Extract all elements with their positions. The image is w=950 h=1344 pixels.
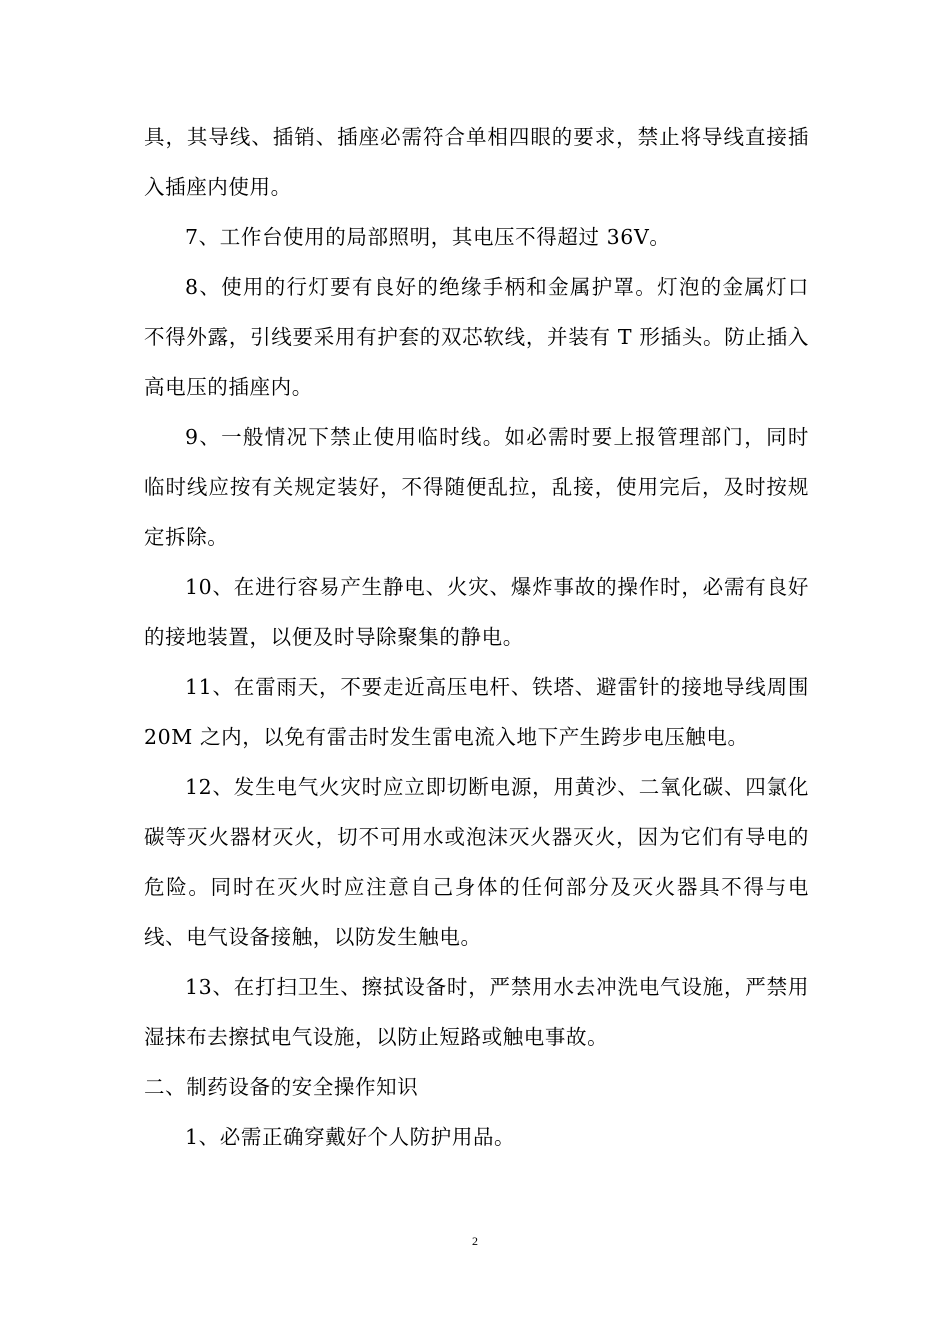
- paragraph-item-11: 11、在雷雨天，不要走近高压电杆、铁塔、避雷针的接地导线周围 20M 之内，以免有雷击时发生雷电流入地下产生跨步电压触电。: [144, 675, 809, 749]
- paragraph-item-7: 7、工作台使用的局部照明，其电压不得超过 36V。: [185, 225, 671, 249]
- paragraph-item-10: 10、在进行容易产生静电、火灾、爆炸事故的操作时，必需有良好的接地装置，以便及时导除聚集的静电。: [144, 575, 809, 649]
- paragraph-item-8: 8、使用的行灯要有良好的绝缘手柄和金属护罩。灯泡的金属灯口不得外露，引线要采用有护套的双芯软线，并装有 T 形插头。防止插入高电压的插座内。: [144, 275, 809, 399]
- section-heading: 二、制药设备的安全操作知识: [144, 1075, 419, 1099]
- paragraph-item-1: 1、必需正确穿戴好个人防护用品。: [185, 1125, 516, 1149]
- paragraph-item-9: 9、一般情况下禁止使用临时线。如必需时要上报管理部门，同时临时线应按有关规定装好，不得随便乱拉，乱接，使用完后，及时按规定拆除。: [144, 425, 809, 549]
- paragraph-item-12: 12、发生电气火灾时应立即切断电源，用黄沙、二氧化碳、四氯化碳等灭火器材灭火，切不可用水或泡沫灭火器灭火，因为它们有导电的危险。同时在灭火时应注意自己身体的任何部分及灭火器具不得与电线、电气设备接触，以防发生触电。: [144, 775, 809, 949]
- paragraph-item-13: 13、在打扫卫生、擦拭设备时，严禁用水去冲洗电气设施，严禁用湿抹布去擦拭电气设施，以防止短路或触电事故。: [144, 975, 809, 1049]
- document-body: [144, 112, 809, 1162]
- page-number: 2: [472, 1234, 478, 1248]
- paragraph-continuation: 具，其导线、插销、插座必需符合单相四眼的要求，禁止将导线直接插入插座内使用。: [144, 125, 809, 199]
